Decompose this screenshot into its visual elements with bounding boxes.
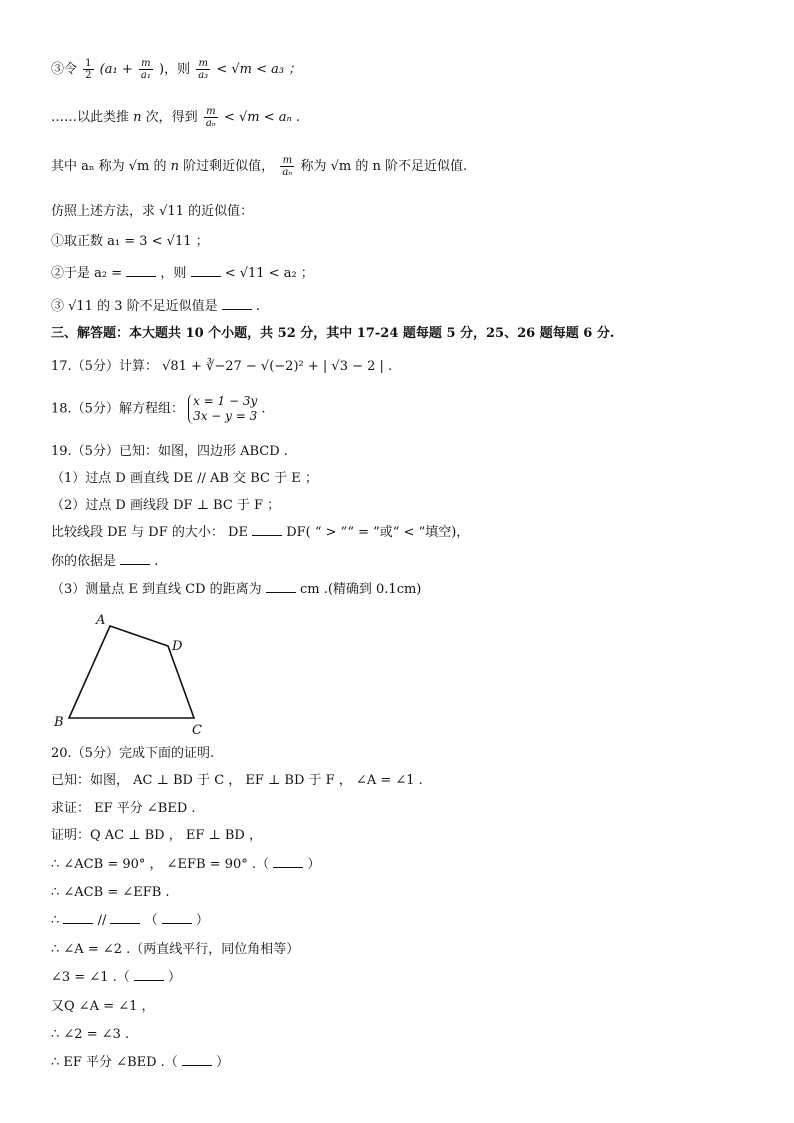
text: < √11 < a₂ ；	[224, 266, 314, 281]
answer-blank[interactable]	[252, 523, 282, 536]
numerator: m	[204, 106, 218, 118]
text: (a₁ +	[99, 62, 133, 77]
text: （3）测量点 E 到直线 CD 的距离为	[51, 582, 262, 597]
proof-step-3: ∴ ∠ACB = ∠EFB .	[51, 885, 170, 900]
fraction	[196, 58, 210, 81]
text: .	[255, 299, 261, 314]
proof-step-8: ∴ ∠2 = ∠3 .	[51, 1027, 130, 1042]
text: ③ √11 的 3 阶不足近似值是	[51, 299, 218, 314]
variable: n	[133, 110, 142, 125]
answer-blank[interactable]	[266, 580, 296, 593]
denominator: 2	[85, 70, 92, 81]
vertex-c-label: C	[192, 723, 202, 738]
answer-blank[interactable]	[182, 1053, 212, 1066]
text: 你的依据是	[51, 554, 117, 569]
equation-system	[188, 394, 257, 424]
fraction	[139, 58, 153, 81]
variable: n	[170, 159, 180, 174]
section-heading: 三、解答题：本大题共 10 个小题，共 52 分，其中 17-24 题每题 5 分，25、26 题每题 6 分.	[51, 326, 615, 341]
question-18	[51, 394, 266, 424]
equation-2: 3x − y = 3	[193, 409, 258, 423]
text: （	[144, 913, 158, 928]
text: ∴ ∠ACB = 90° ， ∠EFB = 90° .（	[51, 857, 270, 872]
question-20-head: 20.（5分）完成下面的证明.	[51, 746, 215, 761]
numerator: m	[139, 58, 153, 70]
text: 次，得到	[145, 110, 198, 125]
step-3-line	[51, 297, 260, 317]
text: 比较线段 DE 与 DF 的大小： DE	[51, 525, 248, 540]
step-1-line: ①取正数 a₁ = 3 < √11 ；	[51, 234, 209, 249]
proof-step-7: 又Q ∠A = ∠1 ，	[51, 999, 155, 1014]
text: ，则	[160, 266, 187, 281]
question-19-compare	[51, 523, 469, 543]
instruction-line: 仿照上述方法，求 √11 的近似值：	[51, 204, 254, 219]
definition-line	[51, 155, 467, 178]
answer-blank[interactable]	[222, 297, 252, 310]
text: ）	[195, 913, 209, 928]
answer-blank[interactable]	[191, 264, 221, 277]
question-20-given: 已知：如图， AC ⊥ BD 于 C ， EF ⊥ BD 于 F ， ∠A = ∠1 .	[51, 773, 423, 788]
step-2-line	[51, 264, 314, 284]
denominator: a₁	[140, 70, 151, 81]
induction-line	[51, 106, 300, 129]
text: 其中 aₙ 称为 √m 的	[51, 159, 167, 174]
answer-blank[interactable]	[162, 911, 192, 924]
vertex-d-label: D	[172, 639, 183, 654]
text: 称为 √m 的 n 阶不足近似值.	[300, 159, 468, 174]
proof-step-1: 证明：Q AC ⊥ BD ， EF ⊥ BD ，	[51, 828, 262, 843]
proof-step-5: ∴ ∠A = ∠2 .（两直线平行，同位角相等）	[51, 942, 300, 957]
text: .	[261, 401, 266, 417]
answer-blank[interactable]	[126, 264, 156, 277]
text: < √m < aₙ .	[223, 110, 301, 125]
equation-1: x = 1 − 3y	[193, 394, 258, 408]
answer-blank[interactable]	[120, 552, 150, 565]
text: < √m < a₃ ；	[216, 62, 302, 77]
answer-blank[interactable]	[110, 911, 140, 924]
proof-step-2	[51, 855, 320, 875]
text: .	[154, 554, 159, 569]
text: DF( “ > ”“ = ”或“ < ”填空)，	[286, 525, 470, 540]
vertex-a-label: A	[96, 613, 106, 628]
text: ）	[307, 857, 321, 872]
text: ……以此类推	[51, 110, 130, 125]
quadrilateral-figure	[40, 604, 220, 739]
text: ∴ EF 平分 ∠BED .（	[51, 1055, 178, 1070]
proof-step-6	[51, 968, 181, 988]
denominator: a₃	[198, 70, 209, 81]
question-19-basis	[51, 552, 158, 572]
text: ）	[168, 970, 182, 985]
numerator: m	[280, 155, 294, 167]
answer-blank[interactable]	[134, 968, 164, 981]
question-19-part-1: （1）过点 D 画直线 DE // AB 交 BC 于 E ；	[51, 471, 318, 486]
text: cm .(精确到 0.1cm)	[299, 582, 422, 597]
text: ③令	[51, 62, 78, 77]
text: ）	[216, 1055, 230, 1070]
question-17: 17.（5分）计算： √81 + ∛−27 − √(−2)² + | √3 − 2 | .	[51, 359, 393, 374]
text: ∴	[51, 913, 60, 928]
proof-step-4	[51, 911, 209, 931]
numerator: 1	[85, 58, 92, 69]
text: 18.（5分）解方程组：	[51, 401, 184, 417]
fraction	[280, 155, 294, 178]
text: 阶过剩近似值，	[183, 159, 275, 174]
answer-blank[interactable]	[63, 911, 93, 924]
text: //	[97, 913, 107, 928]
denominator: aₙ	[282, 167, 293, 178]
question-19-part-3	[51, 580, 421, 600]
question-19-head: 19.（5分）已知：如图，四边形 ABCD .	[51, 444, 288, 459]
answer-blank[interactable]	[273, 855, 303, 868]
numerator: m	[196, 58, 210, 70]
text: ②于是 a₂ =	[51, 266, 123, 281]
question-19-part-2: （2）过点 D 画线段 DF ⊥ BC 于 F ；	[51, 498, 281, 513]
text: ∠3 = ∠1 .（	[51, 970, 130, 985]
vertex-b-label: B	[54, 715, 64, 730]
text: )，则	[159, 62, 191, 77]
fraction	[83, 58, 93, 81]
fraction	[204, 106, 218, 129]
proof-step-9	[51, 1053, 229, 1073]
question-20-prove: 求证： EF 平分 ∠BED .	[51, 801, 196, 816]
step-3-formula	[51, 58, 301, 81]
denominator: aₙ	[205, 118, 216, 129]
